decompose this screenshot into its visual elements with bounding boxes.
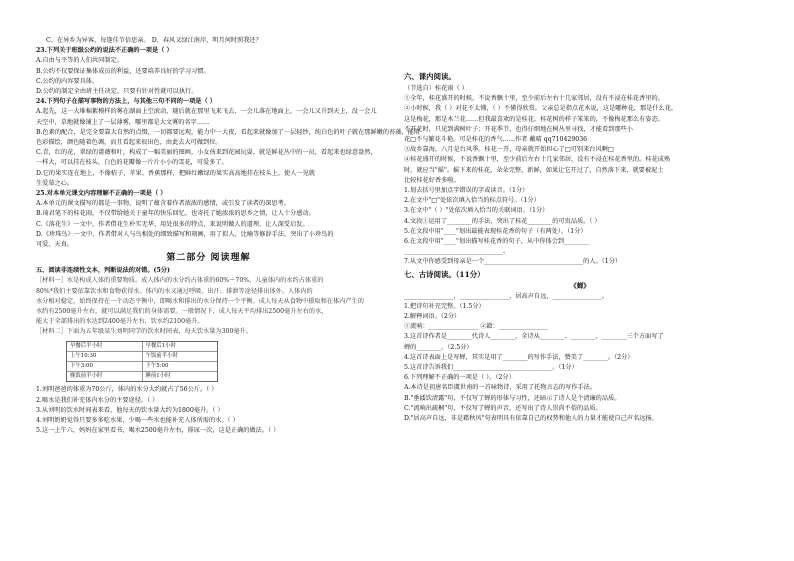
- reading-line: ①全年，桂花盛开的时候，不说香飘十里，至少前后左右十几家邻居，没有不浸在桂花香里的。: [404, 95, 664, 103]
- option-line: C、在异乡为异客，每逢佳节倍思亲。 D、春风又绿江南岸，明月何时照我还？: [46, 37, 262, 44]
- q25-line: B.琦君笔下的桂花雨，不仅带给她关于童年的快乐回忆，也寄托了她浓浓的思乡之情，让人十分感动。: [36, 210, 315, 218]
- reading-question: 2.在文中"□"处依次填入恰当的标点符号。（1分）: [404, 197, 540, 205]
- schedule-cell: 早餐后1小时: [145, 342, 176, 349]
- poem-title: 《蝉》: [570, 281, 590, 290]
- schedule-row: [67, 372, 217, 381]
- reading-header: （节选自）桂花雨（ ）: [404, 85, 468, 92]
- reading-question: 3.在文中"（ ）"处依次填入恰当的关联词语。（1分）: [404, 207, 549, 215]
- reading-question: 6.在文段中用"____"划出描写桂花香的句子，从中你体会到________: [404, 238, 589, 246]
- q25-line: D.《珍珠鸟》一文中，作者借对人与鸟相处的细致描写和刻画，用了拟人、比喻等修辞手法，突出了小珍鸟的: [36, 230, 334, 238]
- schedule-cell: 午饭前半小时: [145, 352, 178, 359]
- poem-option: D."居高声自远，非是藉秋风"句表明具有依靠自己的权势和他人的力量才能使自己声名远扬。: [404, 415, 658, 423]
- q24-line: 一样大，可以挂在枝头，白色的花瓣像一片片小小的雪花，可爱多了。: [36, 159, 228, 167]
- q23-option: C.公约的内容要具体。: [36, 77, 99, 85]
- schedule-row: [67, 342, 217, 352]
- reading-question: 1.划去括号里加点字错误的字或读音。（1分）: [404, 187, 529, 195]
- judgement-item: 2.喝水是我们补充体内水分的主要途径。（ ）: [36, 396, 159, 404]
- reading-question: ________________________________。: [404, 248, 510, 256]
- poem-question: 蝉的________。（2.5分）: [404, 343, 473, 351]
- reading-line: 花□不与繁花斗艳。可是桂花的香气……作者 戴晴 qq710429036: [404, 136, 588, 144]
- schedule-cell: 上午10:30: [67, 352, 143, 361]
- judgement-item: 5.这一上午六，妈妈在家里看书，喝水2500毫升左右，排尿一次，这是正确的做法。（ ）: [36, 427, 280, 435]
- reading-line: 比较桂花好香多啦。: [404, 176, 460, 184]
- q24-line: 天空中，草地就像铺上了一层薄雾，哪里都是大文雾的名字……: [36, 118, 210, 126]
- section-7-heading: 七、古诗阅读。（11分）: [404, 269, 485, 279]
- schedule-cell: 晚饭前半小时: [67, 372, 143, 381]
- schedule-cell: 下午5:00: [145, 363, 169, 370]
- poem-question: ①流响：________________ ②籍：________________: [404, 323, 549, 331]
- material-1-line: 能大于全部排出的水达到2400毫升左右，饮水约2100毫升。: [36, 318, 204, 326]
- q24-line: 色彩描绘，颜色随着色调，而且看起来很出色，由此去大可做到位。: [36, 139, 222, 147]
- schedule-row: [67, 362, 217, 372]
- poem-question: 2.解释词语。（2分）: [404, 313, 461, 321]
- question-23-stem: 23.下列关于班级公约的说法不正确的一项是（ ）: [36, 47, 173, 55]
- material-1-line: 水约有2500毫升左右，就可以满足我们的身体需要。一般情况下，成人每天平均排出2500毫升左右的水，: [36, 308, 328, 316]
- reading-question: 7.从文中你感受到母亲是一个________________________________的人。（1分）: [404, 258, 622, 266]
- poem-question: 1.把诗句补充完整。（1.5分）: [404, 302, 485, 310]
- reading-line: ④桂花盛开的时候，不说香飘十里，至少前后左右十几家邻居，没有不浸在桂花香里的。桂花成熟: [404, 156, 671, 164]
- q23-option: D.公约的制定全由班主任决定，只要有针对性就可以执行。: [36, 88, 198, 96]
- q24-line: C.青，红的花，翠绿的蔷薇和叶，构成了一幅美丽的图画，小女孩来到花园玩耍，就是鲜花丛中的一员，看起来也绿意盎然，: [36, 149, 377, 157]
- drinking-schedule-table: [66, 341, 218, 383]
- reading-question: 4.文段①运用了________的手法，突出了桂花________的可贵品质。（ ）: [404, 217, 601, 225]
- q25-line: A.本单元的课文描写的都是一事物，说明了蕴含着作者浓浓的感情，或引发了读者的深思考。: [36, 200, 290, 208]
- reading-line: 不开花时，只见到满树叶子；开花季节，也得仔细地在树丛里寻找，才能看到那些小: [404, 125, 633, 133]
- right-column: [404, 36, 756, 424]
- poem-question: 5.这首诗告诉我们________________________________。（1分）: [404, 364, 578, 372]
- q24-line: 生爱慕之心。: [36, 179, 74, 187]
- q25-line: 可爱、天真。: [36, 241, 74, 249]
- poem-option: B."垂緌饮清露"句，不仅写了蝉的形体与习性，还暗示了诗人是个清廉的品质。: [404, 394, 621, 402]
- q24-line: B.色素的配合，是完全要靠大自然的点缀，一切都要远观，能力中一大夜，看起来就像加了一层轻纱，纯白色的叶子就在那鲜嫩的苔藻，能用: [36, 128, 420, 136]
- schedule-cell: 睡前1小时: [145, 373, 171, 380]
- q24-line: D.它的果实连在地上，不像桔子、苹果、香蕉那样，把鲜红嫩绿的果实高高地挂在枝头上，使人一见就: [36, 169, 315, 177]
- reading-line: ③故乡靠海，八月是台风季。桂花一开，母亲就开始担心了□可别来台风啊□: [404, 146, 614, 154]
- judgement-item: 1.刘明爸爸的体重为70公斤，体内的水分大约就占了56公斤。（ ）: [36, 386, 218, 394]
- poem-line: ________________，________________，居高声自远，________________。: [404, 292, 609, 300]
- schedule-cell: 早餐后半小时: [67, 342, 143, 351]
- q23-option: A.自由与平等的人们共同制定。: [36, 57, 123, 65]
- q25-line: C.《落花生》一文中，作者借花生朴实无华、用处很多的特点，来说明做人的道理，让人深受启发。: [36, 220, 309, 228]
- judgement-item: 4.刘明奶奶觉得只要多多吃水果，少喝一些水也能补充人体所需的水。（ ）: [36, 417, 239, 425]
- reading-line: 这是梅花，那是木兰花……但我最喜欢的是桂花。桂花树的样子笨笨的，不像梅花那么有姿态。: [404, 115, 664, 123]
- poem-question: 6.下列理解不正确的一项是（ ）。（2分）: [404, 374, 515, 382]
- schedule-row: [67, 352, 217, 362]
- schedule-cell: 下午3:00: [67, 362, 143, 371]
- question-24-stem: 24.下列句子在描写事物的方法上，与其他三句不同的一项是（ ）: [36, 98, 216, 106]
- poem-question: 3.这首诗作者是________代诗人________，全诗从________、________、________三个方面写了: [404, 333, 664, 341]
- q24-line: A.起先，这一大堆棉絮模样的雾在湖面上空滚动，随后就在那里飞来飞去，一会儿落在地面上，一会儿又升到天上，没一会儿: [36, 108, 377, 116]
- q23-option: B.公约不仅要保证集体成员的利益，还要培养良好的学习习惯。: [36, 67, 210, 75]
- reading-line: 时，就应当"摇"。摇下来的桂花，朵朵完整，新鲜，如果让它开过了，自然落下来，就要被泥土: [404, 166, 664, 174]
- left-column: [36, 36, 420, 436]
- question-25-stem: 25.对本单元课文内容理解不正确的一项是（ ）: [36, 190, 167, 198]
- poem-option: A.本诗是初唐名臣虞世南的一首咏物诗，采用了托物言志的写作手法。: [404, 384, 597, 392]
- judgement-item: 3.从刘明的饮水时间表来看，他每天的饮水量大约为1800毫升。（ ）: [36, 406, 224, 414]
- part-title: 第二部分 阅读理解: [166, 253, 251, 264]
- material-1-line: 80%*我们主要依靠饮水和食物获得水。体内的水又通过呼吸、出汗、排泄等途径排出体外。人体内的: [36, 287, 313, 295]
- reading-line: ②小时候，我（ ）对花不太懂，（ ）不懂得欣赏。父亲总是指点花木说，这是哪种花，那是什么花。: [404, 105, 678, 113]
- poem-question: 4.这首诗表面上是写蝉，其实是用了________的写作手法，赞美了________。（2分）: [404, 353, 634, 361]
- section-6-heading: 六、课内阅读。: [404, 72, 456, 81]
- poem-option: C."流响出疏桐"句，不仅写了蝉的声音，还写出了诗人崇尚不俗的品质。: [404, 404, 602, 412]
- section-5-heading: 五、阅读非连续性文本，判断说法的对错。(5分): [36, 267, 170, 275]
- material-2-line: ［材料二］下面为五年级某生刘明同学的饮水时间表，每天饮水量为300毫升。: [36, 328, 252, 336]
- material-1-line: ［材料一］水是构成人体的重要物质。成人体内的水分约占体重的60%～70%，儿童体内的水约占体重的: [36, 277, 324, 285]
- material-1-line: 水分相对稳定，始终保持在一个动态平衡中，即喝水和排出的水分保持一个平衡。成人每天从食物中摄取和在体内产生的: [36, 297, 364, 305]
- reading-question: 5.在文段中用"____"划出最能表现桂花香的句子（有两处）。（1分）: [404, 227, 587, 235]
